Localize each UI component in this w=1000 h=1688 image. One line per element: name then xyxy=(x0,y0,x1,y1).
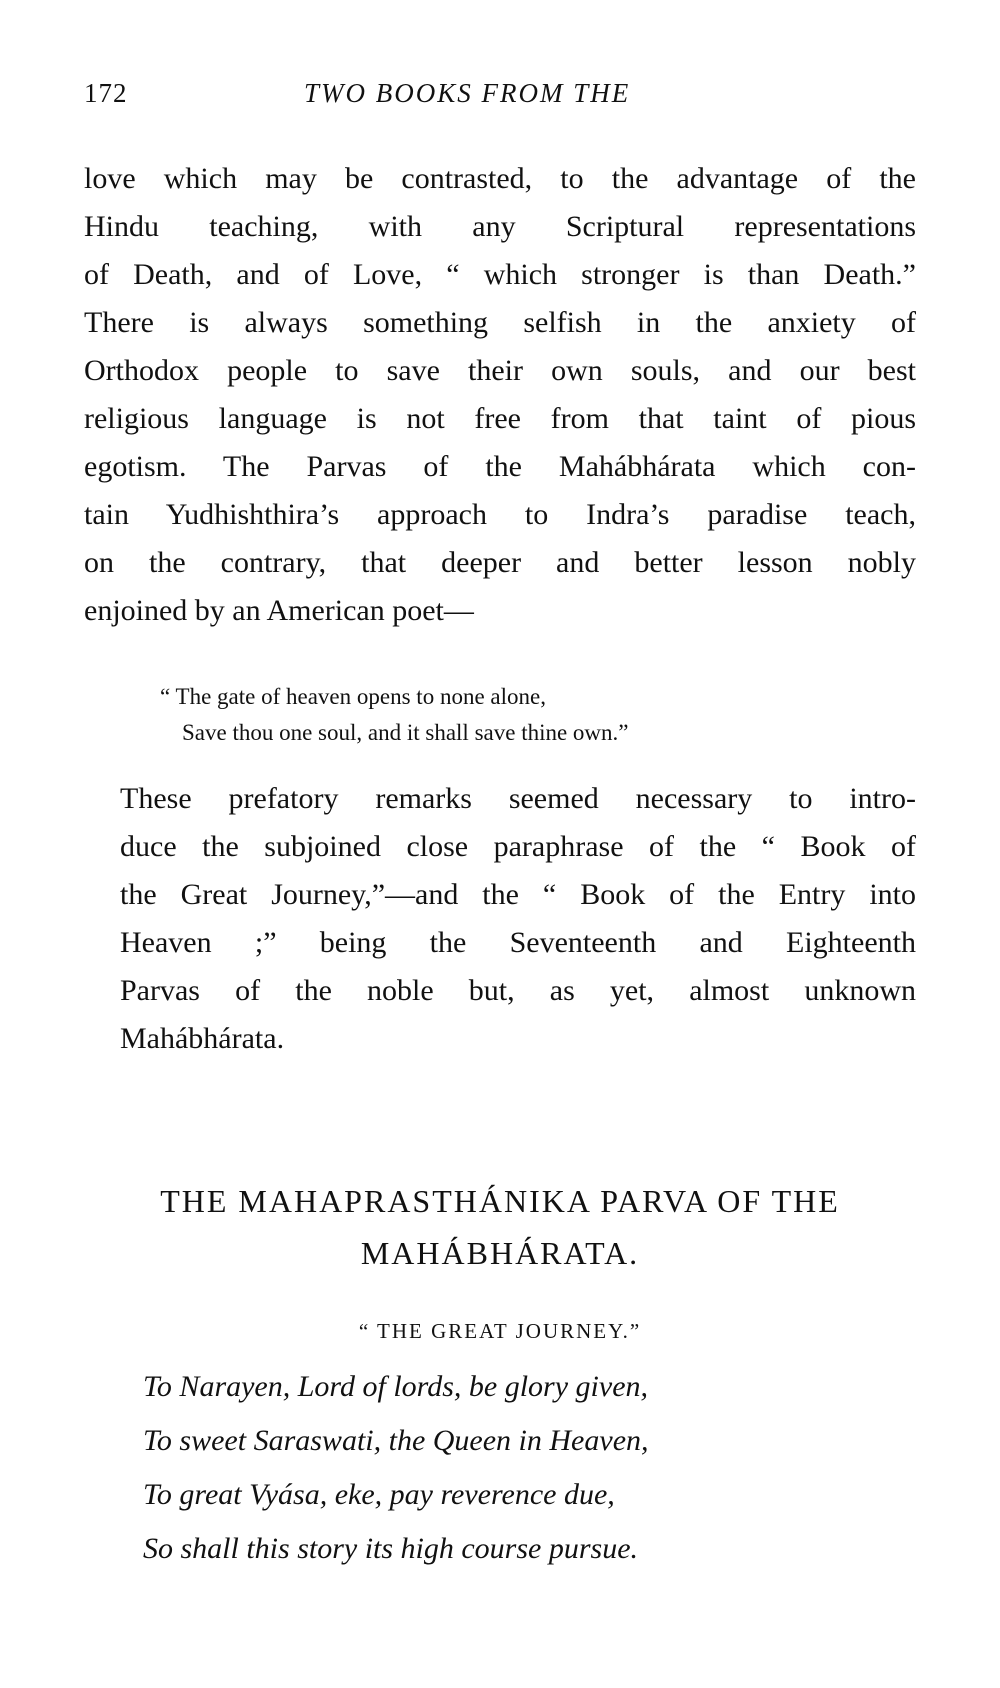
paragraph-line: tain Yudhishthira’s approach to Indra’s paradise teach, xyxy=(84,498,916,531)
section-title-line: THE MAHAPRASTHÁNIKA PARVA OF THE xyxy=(160,1183,840,1219)
paragraph-2 xyxy=(84,775,916,1063)
quotation-line: Save thou one soul, and it shall save thine own.” xyxy=(182,720,629,745)
paragraph-1 xyxy=(84,155,916,635)
paragraph-line: These prefatory remarks seemed necessary to intro- xyxy=(120,782,916,815)
section-title-line: MAHÁBHÁRATA. xyxy=(360,1235,640,1271)
section-title xyxy=(84,1175,916,1279)
paragraph-line: Heaven ;” being the Seventeenth and Eighteenth xyxy=(120,926,916,959)
paragraph-line: Mahábhárata. xyxy=(120,1022,285,1055)
paragraph-line: love which may be contrasted, to the advantage of the xyxy=(84,162,916,195)
section-subtitle: “ THE GREAT JOURNEY.” xyxy=(358,1319,642,1343)
page-number: 172 xyxy=(84,78,128,108)
verse-line: So shall this story its high course pursue. xyxy=(143,1532,639,1565)
verse-line: To great Vyása, eke, pay reverence due, xyxy=(143,1478,615,1511)
paragraph-line: Parvas of the noble but, as yet, almost unknown xyxy=(120,974,916,1007)
paragraph-line: of Death, and of Love, “ which stronger is than Death.” xyxy=(84,258,916,291)
paragraph-line: religious language is not free from that taint of pious xyxy=(84,402,916,435)
paragraph-line: duce the subjoined close paraphrase of the “ Book of xyxy=(120,830,916,863)
paragraph-line: There is always something selfish in the anxiety of xyxy=(84,306,916,339)
paragraph-line: the Great Journey,”—and the “ Book of the Entry into xyxy=(120,878,916,911)
verse-line: To Narayen, Lord of lords, be glory given, xyxy=(143,1370,649,1403)
paragraph-line: egotism. The Parvas of the Mahábhárata which con- xyxy=(84,450,916,483)
invocation-verse xyxy=(143,1360,649,1576)
paragraph-line: on the contrary, that deeper and better lesson nobly xyxy=(84,546,916,579)
verse-line: To sweet Saraswati, the Queen in Heaven, xyxy=(143,1424,649,1457)
running-head xyxy=(84,78,916,118)
running-title: TWO BOOKS FROM THE xyxy=(304,78,631,108)
paragraph-line: Hindu teaching, with any Scriptural representations xyxy=(84,210,916,243)
paragraph-line: enjoined by an American poet— xyxy=(84,594,474,627)
paragraph-line: Orthodox people to save their own souls, and our best xyxy=(84,354,916,387)
poem-quotation xyxy=(160,679,629,751)
quotation-line: “ The gate of heaven opens to none alone, xyxy=(160,684,546,709)
